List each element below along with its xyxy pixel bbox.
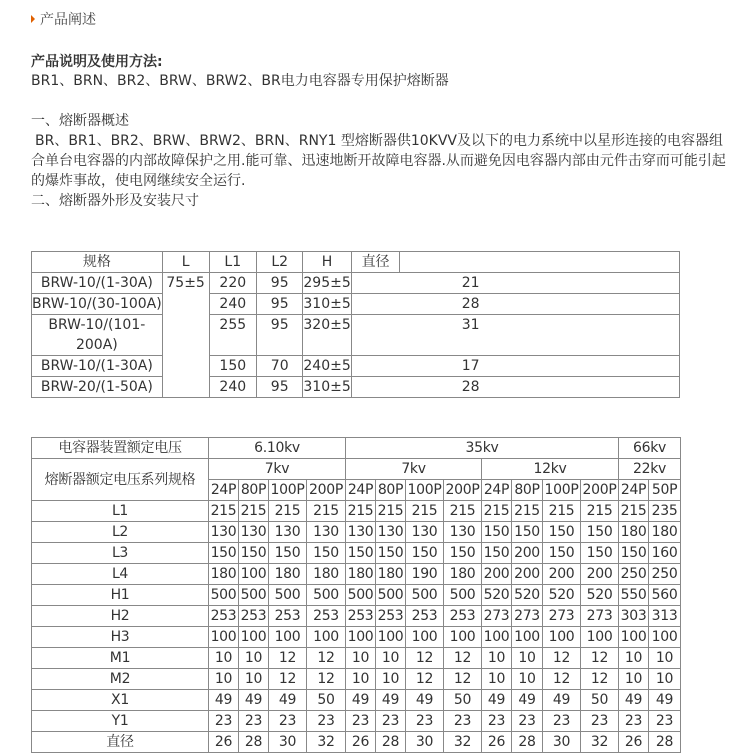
- value-cell: 32: [444, 732, 482, 753]
- value-cell: 12: [444, 669, 482, 690]
- value-cell: 10: [346, 648, 376, 669]
- value-cell: 150: [307, 543, 346, 564]
- value-cell: 28: [512, 732, 543, 753]
- value-cell: 190: [406, 564, 444, 585]
- L2-cell: 95: [257, 377, 303, 398]
- value-cell: 49: [346, 690, 376, 711]
- value-cell: 23: [346, 711, 376, 732]
- value-cell: 200: [543, 564, 581, 585]
- value-cell: 10: [239, 669, 269, 690]
- value-cell: 23: [444, 711, 482, 732]
- spec-header-cell: 24P: [482, 480, 512, 501]
- value-cell: 26: [346, 732, 376, 753]
- row-label: 直径: [32, 732, 209, 753]
- value-cell: 180: [346, 564, 376, 585]
- value-cell: 130: [209, 522, 239, 543]
- value-cell: 180: [307, 564, 346, 585]
- row-label: X1: [32, 690, 209, 711]
- spec-table: [31, 251, 680, 398]
- sub-voltage: 7kv: [209, 459, 346, 480]
- spec-header-cell: 50P: [649, 480, 681, 501]
- value-cell: 150: [269, 543, 307, 564]
- value-cell: 30: [543, 732, 581, 753]
- table-row: [32, 711, 681, 732]
- spec-header-cell: 24P: [209, 480, 239, 501]
- value-cell: 49: [649, 690, 681, 711]
- spec-cell: BRW-20/(1-50A): [32, 377, 163, 398]
- value-cell: 215: [209, 501, 239, 522]
- diameter-cell: 28: [351, 377, 679, 398]
- value-cell: 10: [239, 648, 269, 669]
- row-label: H2: [32, 606, 209, 627]
- row-label: L3: [32, 543, 209, 564]
- header-L: L: [162, 252, 209, 273]
- value-cell: 23: [376, 711, 406, 732]
- voltage-group: 35kv: [346, 438, 619, 459]
- value-cell: 49: [209, 690, 239, 711]
- row-label: M2: [32, 669, 209, 690]
- row-label: L4: [32, 564, 209, 585]
- H-cell: 310±5: [303, 377, 351, 398]
- value-cell: 520: [543, 585, 581, 606]
- value-cell: 130: [269, 522, 307, 543]
- spec-header-cell: 80P: [376, 480, 406, 501]
- value-cell: 23: [619, 711, 649, 732]
- value-cell: 49: [269, 690, 307, 711]
- L1-cell: 220: [209, 273, 257, 294]
- value-cell: 250: [649, 564, 681, 585]
- dimension-table-body: [32, 501, 681, 753]
- spec-cell: BRW-10/(30-100A): [32, 294, 163, 315]
- table-row: [32, 669, 681, 690]
- value-cell: 130: [239, 522, 269, 543]
- value-cell: 253: [209, 606, 239, 627]
- value-cell: 49: [619, 690, 649, 711]
- value-cell: 180: [444, 564, 482, 585]
- value-cell: 100: [543, 627, 581, 648]
- spec-header-cell: 100P: [543, 480, 581, 501]
- value-cell: 26: [209, 732, 239, 753]
- diameter-cell: 17: [351, 356, 679, 377]
- value-cell: 49: [543, 690, 581, 711]
- header-L2: L2: [257, 252, 303, 273]
- value-cell: 49: [482, 690, 512, 711]
- value-cell: 273: [543, 606, 581, 627]
- value-cell: 150: [512, 522, 543, 543]
- value-cell: 235: [649, 501, 681, 522]
- spec-header-cell: 80P: [512, 480, 543, 501]
- value-cell: 215: [376, 501, 406, 522]
- value-cell: 250: [619, 564, 649, 585]
- header-L1: L1: [209, 252, 257, 273]
- value-cell: 30: [269, 732, 307, 753]
- table-row: [32, 627, 681, 648]
- value-cell: 130: [307, 522, 346, 543]
- value-cell: 23: [512, 711, 543, 732]
- value-cell: 253: [444, 606, 482, 627]
- value-cell: 200: [482, 564, 512, 585]
- value-cell: 215: [406, 501, 444, 522]
- L2-cell: 95: [257, 294, 303, 315]
- value-cell: 215: [512, 501, 543, 522]
- value-cell: 500: [269, 585, 307, 606]
- value-cell: 150: [581, 543, 619, 564]
- spec-header-cell: 100P: [269, 480, 307, 501]
- value-cell: 23: [239, 711, 269, 732]
- value-cell: 150: [239, 543, 269, 564]
- value-cell: 12: [581, 669, 619, 690]
- value-cell: 23: [581, 711, 619, 732]
- value-cell: 500: [406, 585, 444, 606]
- value-cell: 150: [406, 543, 444, 564]
- header-H: H: [303, 252, 351, 273]
- L1-cell: 255: [209, 315, 257, 356]
- section-header: [31, 10, 96, 30]
- value-cell: 10: [209, 648, 239, 669]
- value-cell: 180: [376, 564, 406, 585]
- dimension-table: [31, 437, 681, 753]
- row-label: H3: [32, 627, 209, 648]
- spec-header-cell: 100P: [406, 480, 444, 501]
- value-cell: 12: [307, 648, 346, 669]
- sub-voltage: 12kv: [482, 459, 619, 480]
- value-cell: 10: [512, 669, 543, 690]
- L2-cell: 70: [257, 356, 303, 377]
- value-cell: 215: [307, 501, 346, 522]
- value-cell: 500: [209, 585, 239, 606]
- value-cell: 215: [346, 501, 376, 522]
- header-empty: [400, 252, 680, 273]
- value-cell: 50: [307, 690, 346, 711]
- value-cell: 200: [581, 564, 619, 585]
- value-cell: 273: [581, 606, 619, 627]
- spec-table-header-row: [32, 252, 680, 273]
- value-cell: 100: [346, 627, 376, 648]
- spec-cell: BRW-10/(1-30A): [32, 356, 163, 377]
- value-cell: 30: [406, 732, 444, 753]
- capacitor-voltage-label: 电容器装置额定电压: [32, 438, 209, 459]
- value-cell: 200: [512, 564, 543, 585]
- value-cell: 10: [376, 648, 406, 669]
- value-cell: 100: [406, 627, 444, 648]
- value-cell: 50: [444, 690, 482, 711]
- heading-dimensions: 二、熔断器外形及安装尺寸: [31, 193, 199, 209]
- value-cell: 100: [376, 627, 406, 648]
- value-cell: 49: [512, 690, 543, 711]
- value-cell: 23: [209, 711, 239, 732]
- header-diameter: 直径: [351, 252, 400, 273]
- spec-cell: BRW-10/(1-30A): [32, 273, 163, 294]
- value-cell: 500: [346, 585, 376, 606]
- sub-voltage: 7kv: [346, 459, 482, 480]
- value-cell: 23: [269, 711, 307, 732]
- value-cell: 180: [649, 522, 681, 543]
- value-cell: 26: [482, 732, 512, 753]
- value-cell: 10: [346, 669, 376, 690]
- value-cell: 23: [482, 711, 512, 732]
- value-cell: 10: [209, 669, 239, 690]
- value-cell: 10: [376, 669, 406, 690]
- value-cell: 130: [406, 522, 444, 543]
- value-cell: 150: [482, 522, 512, 543]
- value-cell: 150: [346, 543, 376, 564]
- paragraph-line-1: BR、BR1、BR2、BRW、BRW2、BRN、RNY1 型熔断器供10KVV及以下的电力系统中以星形连接的电容器组: [35, 133, 723, 149]
- value-cell: 253: [239, 606, 269, 627]
- sub-voltage: 22kv: [619, 459, 681, 480]
- value-cell: 12: [581, 648, 619, 669]
- value-cell: 12: [543, 648, 581, 669]
- value-cell: 100: [619, 627, 649, 648]
- fuse-voltage-label: 熔断器额定电压系列规格: [32, 459, 209, 501]
- table-row: [32, 522, 681, 543]
- value-cell: 10: [619, 669, 649, 690]
- paragraph-line-2: 合单台电容器的内部故障保护之用.能可靠、迅速地断开故障电容器.从而避免因电容器内部由元件击穿而可能引起: [31, 153, 726, 169]
- H-cell: 310±5: [303, 294, 351, 315]
- table-row: [32, 585, 681, 606]
- value-cell: 130: [376, 522, 406, 543]
- value-cell: 10: [649, 669, 681, 690]
- row-label: M1: [32, 648, 209, 669]
- value-cell: 180: [209, 564, 239, 585]
- value-cell: 12: [406, 669, 444, 690]
- value-cell: 23: [307, 711, 346, 732]
- intro-subtitle: BR1、BRN、BR2、BRW、BRW2、BR电力电容器专用保护熔断器: [31, 73, 449, 89]
- value-cell: 150: [444, 543, 482, 564]
- value-cell: 100: [269, 627, 307, 648]
- value-cell: 10: [649, 648, 681, 669]
- value-cell: 23: [406, 711, 444, 732]
- value-cell: 12: [444, 648, 482, 669]
- spec-header-cell: 24P: [619, 480, 649, 501]
- value-cell: 500: [376, 585, 406, 606]
- row-label: H1: [32, 585, 209, 606]
- value-cell: 100: [444, 627, 482, 648]
- value-cell: 150: [619, 543, 649, 564]
- spec-header-cell: 24P: [346, 480, 376, 501]
- value-cell: 10: [619, 648, 649, 669]
- overview-text: [31, 111, 731, 211]
- value-cell: 50: [581, 690, 619, 711]
- spec-header-cell: 80P: [239, 480, 269, 501]
- table-row: [32, 294, 680, 315]
- value-cell: 100: [482, 627, 512, 648]
- spec-header-cell: 200P: [307, 480, 346, 501]
- triangle-bullet-icon: [31, 15, 35, 23]
- value-cell: 520: [512, 585, 543, 606]
- value-cell: 130: [444, 522, 482, 543]
- sub-voltage-row: [32, 459, 681, 480]
- value-cell: 100: [581, 627, 619, 648]
- intro-title: 产品说明及使用方法:: [31, 54, 163, 70]
- value-cell: 150: [209, 543, 239, 564]
- value-cell: 28: [376, 732, 406, 753]
- value-cell: 253: [406, 606, 444, 627]
- voltage-row: [32, 438, 681, 459]
- diameter-cell: 28: [351, 294, 679, 315]
- value-cell: 10: [482, 648, 512, 669]
- diameter-cell: 31: [351, 315, 679, 356]
- voltage-group: 6.10kv: [209, 438, 346, 459]
- value-cell: 215: [444, 501, 482, 522]
- value-cell: 150: [543, 522, 581, 543]
- value-cell: 500: [239, 585, 269, 606]
- H-cell: 240±5: [303, 356, 351, 377]
- table-row: [32, 315, 680, 356]
- value-cell: 28: [649, 732, 681, 753]
- spec-header-cell: 200P: [444, 480, 482, 501]
- value-cell: 215: [269, 501, 307, 522]
- value-cell: 100: [512, 627, 543, 648]
- value-cell: 100: [239, 627, 269, 648]
- row-label: L2: [32, 522, 209, 543]
- value-cell: 23: [649, 711, 681, 732]
- value-cell: 28: [239, 732, 269, 753]
- value-cell: 560: [649, 585, 681, 606]
- value-cell: 273: [482, 606, 512, 627]
- table-row: [32, 356, 680, 377]
- table-row: [32, 377, 680, 398]
- value-cell: 215: [239, 501, 269, 522]
- table-row: [32, 273, 680, 294]
- value-cell: 100: [209, 627, 239, 648]
- table-row: [32, 648, 681, 669]
- value-cell: 100: [239, 564, 269, 585]
- spec-header-cell: 200P: [581, 480, 619, 501]
- L2-cell: 95: [257, 315, 303, 356]
- table-row: [32, 606, 681, 627]
- value-cell: 253: [346, 606, 376, 627]
- value-cell: 150: [482, 543, 512, 564]
- value-cell: 180: [269, 564, 307, 585]
- value-cell: 12: [543, 669, 581, 690]
- value-cell: 12: [269, 669, 307, 690]
- value-cell: 23: [543, 711, 581, 732]
- value-cell: 150: [376, 543, 406, 564]
- value-cell: 49: [406, 690, 444, 711]
- value-cell: 10: [512, 648, 543, 669]
- value-cell: 32: [581, 732, 619, 753]
- H-cell: 295±5: [303, 273, 351, 294]
- table-row: [32, 732, 681, 753]
- value-cell: 180: [619, 522, 649, 543]
- table-row: [32, 543, 681, 564]
- value-cell: 520: [581, 585, 619, 606]
- value-cell: 200: [512, 543, 543, 564]
- value-cell: 215: [482, 501, 512, 522]
- header-spec: 规格: [32, 252, 163, 273]
- value-cell: 12: [269, 648, 307, 669]
- section-header-label: 产品阐述: [40, 12, 96, 28]
- H-cell: 320±5: [303, 315, 351, 356]
- value-cell: 100: [307, 627, 346, 648]
- value-cell: 253: [376, 606, 406, 627]
- L1-cell: 150: [209, 356, 257, 377]
- value-cell: 273: [512, 606, 543, 627]
- row-label: L1: [32, 501, 209, 522]
- value-cell: 49: [239, 690, 269, 711]
- value-cell: 130: [346, 522, 376, 543]
- value-cell: 12: [406, 648, 444, 669]
- L2-cell: 95: [257, 273, 303, 294]
- value-cell: 26: [619, 732, 649, 753]
- L1-cell: 240: [209, 294, 257, 315]
- row-label: Y1: [32, 711, 209, 732]
- L-cell: 75±5: [162, 273, 209, 398]
- voltage-group: 66kv: [619, 438, 681, 459]
- table-row: [32, 564, 681, 585]
- heading-overview: 一、熔断器概述: [31, 113, 129, 129]
- value-cell: 215: [581, 501, 619, 522]
- value-cell: 49: [376, 690, 406, 711]
- value-cell: 32: [307, 732, 346, 753]
- value-cell: 253: [307, 606, 346, 627]
- value-cell: 500: [444, 585, 482, 606]
- value-cell: 10: [482, 669, 512, 690]
- value-cell: 520: [482, 585, 512, 606]
- value-cell: 100: [649, 627, 681, 648]
- value-cell: 500: [307, 585, 346, 606]
- value-cell: 313: [649, 606, 681, 627]
- spec-cell: BRW-10/(101-200A): [32, 315, 163, 356]
- diameter-cell: 21: [351, 273, 679, 294]
- value-cell: 550: [619, 585, 649, 606]
- value-cell: 215: [543, 501, 581, 522]
- value-cell: 150: [543, 543, 581, 564]
- value-cell: 150: [581, 522, 619, 543]
- value-cell: 12: [307, 669, 346, 690]
- L1-cell: 240: [209, 377, 257, 398]
- table-row: [32, 690, 681, 711]
- paragraph-line-3: 的爆炸事故，使电网继续安全运行.: [31, 173, 246, 189]
- table-row: [32, 501, 681, 522]
- value-cell: 303: [619, 606, 649, 627]
- value-cell: 215: [619, 501, 649, 522]
- value-cell: 253: [269, 606, 307, 627]
- value-cell: 160: [649, 543, 681, 564]
